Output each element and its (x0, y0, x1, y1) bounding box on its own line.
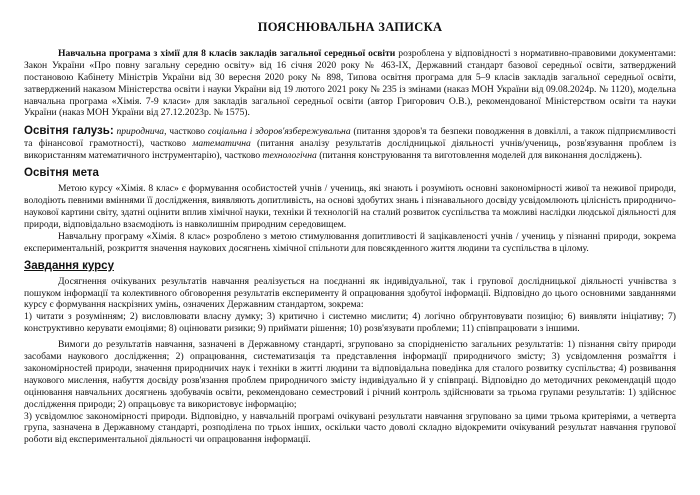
galuz-text-4: (питання конструювання та виготовлення моделей для виконання досліджень). (316, 150, 643, 162)
galuz-math: математична (192, 138, 251, 150)
galuz-tech: технологічна (262, 150, 317, 162)
galuz-text-3: (питання аналізу результатів дослідницької діяльності учнів/учениць, розв'язування проблем із використанням математичного інструментарію), частково (24, 138, 677, 162)
intro-bold-lead: Навчальна програма з хімії для 8 класів закладів загальної середньої освіти (58, 47, 396, 59)
intro-paragraph (24, 48, 676, 119)
page-title: ПОЯСНЮВАЛЬНА ЗАПИСКА (257, 20, 443, 34)
intro-text: розроблена у відповідності з нормативно-правовими документами: Закон України «Про повну загальну середню освіту» від 16 січня 2020 року № 463-IX, Державний стандарт базової середньої освіти, затверджений постановою Кабінету Міністрів України від 30 вересня 2020 року № 898, Типова освітня програма для 5–9 класів закладів загальної середньої освіти, затверджений наказом Міністерства освіти і науки України від 19 лютого 2021 року № 235 із змінами (наказ МОН України від 09.08.2024р. № 1120), модельна навчальна програма «Хімія. 7-9 класи» для закладів загальної середньої освіти (автор Григорович О.В.), рекомендованої Міністерством освіти та науки України (наказ МОН України від 27.12.2023р. № 1575). (24, 47, 676, 119)
meta-paragraph-1: Метою курсу «Хімія. 8 клас» є формування особистостей учнів / учениць, які знають і розуміють основні закономірності живої та неживої природи, володіють певними вміннями її дослідження, виявляють допитливість, на основі здобутих знань і пізнавального досвіду усвідомлюють цілісність природничо-наукової картини світу, здатні оцінити вплив хімічної науки, техніки й технологій на сталий розвиток суспільства та можливі наслідки людської діяльності для природи, відповідально взаємодіють із навколишнім природним середовищем. (24, 183, 676, 230)
galuz-heading: Освітня галузь: (24, 125, 114, 138)
galuz-text-2: (питання здоров'я та безпеки поводження в довкіллі, а також підприємливості та фінансової грамотності), частково (24, 126, 676, 150)
galuz-paragraph (24, 125, 676, 162)
zavdannya-paragraph-2: 1) читати з розумінням; 2) висловлювати власну думку; 3) критично і системно мислити; 4) логічно обґрунтовувати позицію; 6) виявляти ініціативу; 7) конструктивно керувати емоціями; 8) оцінювати ризики; 9) приймати рішення; 10) розв'язувати проблеми; 11) співпрацювати з іншими. (24, 311, 676, 335)
zavdannya-paragraph-4: 3) усвідомлює закономірності природи. Відповідно, у навчальній програмі очікувані результати навчання згруповано за цими трьома критеріями, а четверта група, зазначена в Державному стандарті, розподілена по трьох інших, оскільки часто доволі складно відокремити очікуваний результат навчання групової роботи від експериментальної діяльності чи опрацювання інформації. (24, 410, 676, 446)
galuz-natural: природнича (116, 126, 165, 138)
meta-paragraph-2: Навчальну програму «Хімія. 8 клас» розроблено з метою стимулювання допитливості й зацікавленості учнів / учениць у пізнанні природи, зокрема експериментальній, розкриття значення наукових досягнень хімічної спільноти для повсякденного життя людини та суспільства в цілому. (24, 230, 676, 254)
zavdannya-paragraph-1: Досягнення очікуваних результатів навчання реалізується на поєднанні як індивідуальної, так і групової дослідницької діяльності учнівства з пошуком інформації та колективного обговорення результатів експерименту й опрацювання здобутої інформації. Відповідно до цього основними завданнями курсу є формування наскрізних умінь, означених Державним стандартом, зокрема: (24, 275, 676, 311)
galuz-text-1: , частково (164, 126, 208, 138)
zavdannya-heading (24, 260, 676, 273)
galuz-social: соціальна і здоров'язбережувальна (207, 126, 351, 138)
meta-heading: Освітня мета (24, 167, 99, 180)
zavdannya-paragraph-3: Вимоги до результатів навчання, зазначені в Державному стандарті, згруповано за спорідненістю загальних результатів: 1) пізнання світу природи засобами наукового дослідження; 2) опрацювання, систематизація та представлення інформації природничого змісту; 3) усвідомлення розмаїття і закономірностей природи, значення природничих наук і техніки в житті людини та відповідальна поведінка для сталого розвитку суспільства; 4) розвивання наукового мислення, набуття досвіду розв'язання проблем природничого змісту індивідуально й у співпраці. Відповідно до методичних рекомендацій щодо оцінювання навчальних досягнень здобувачів освіти, рекомендовано семестровий і річний контроль здійснювати за трьома групами результатів: 1) здійснює дослідження природи; 2) опрацьовує та використовує інформацію; (24, 339, 676, 410)
zavdannya-heading-text: Завдання курсу (24, 259, 114, 272)
